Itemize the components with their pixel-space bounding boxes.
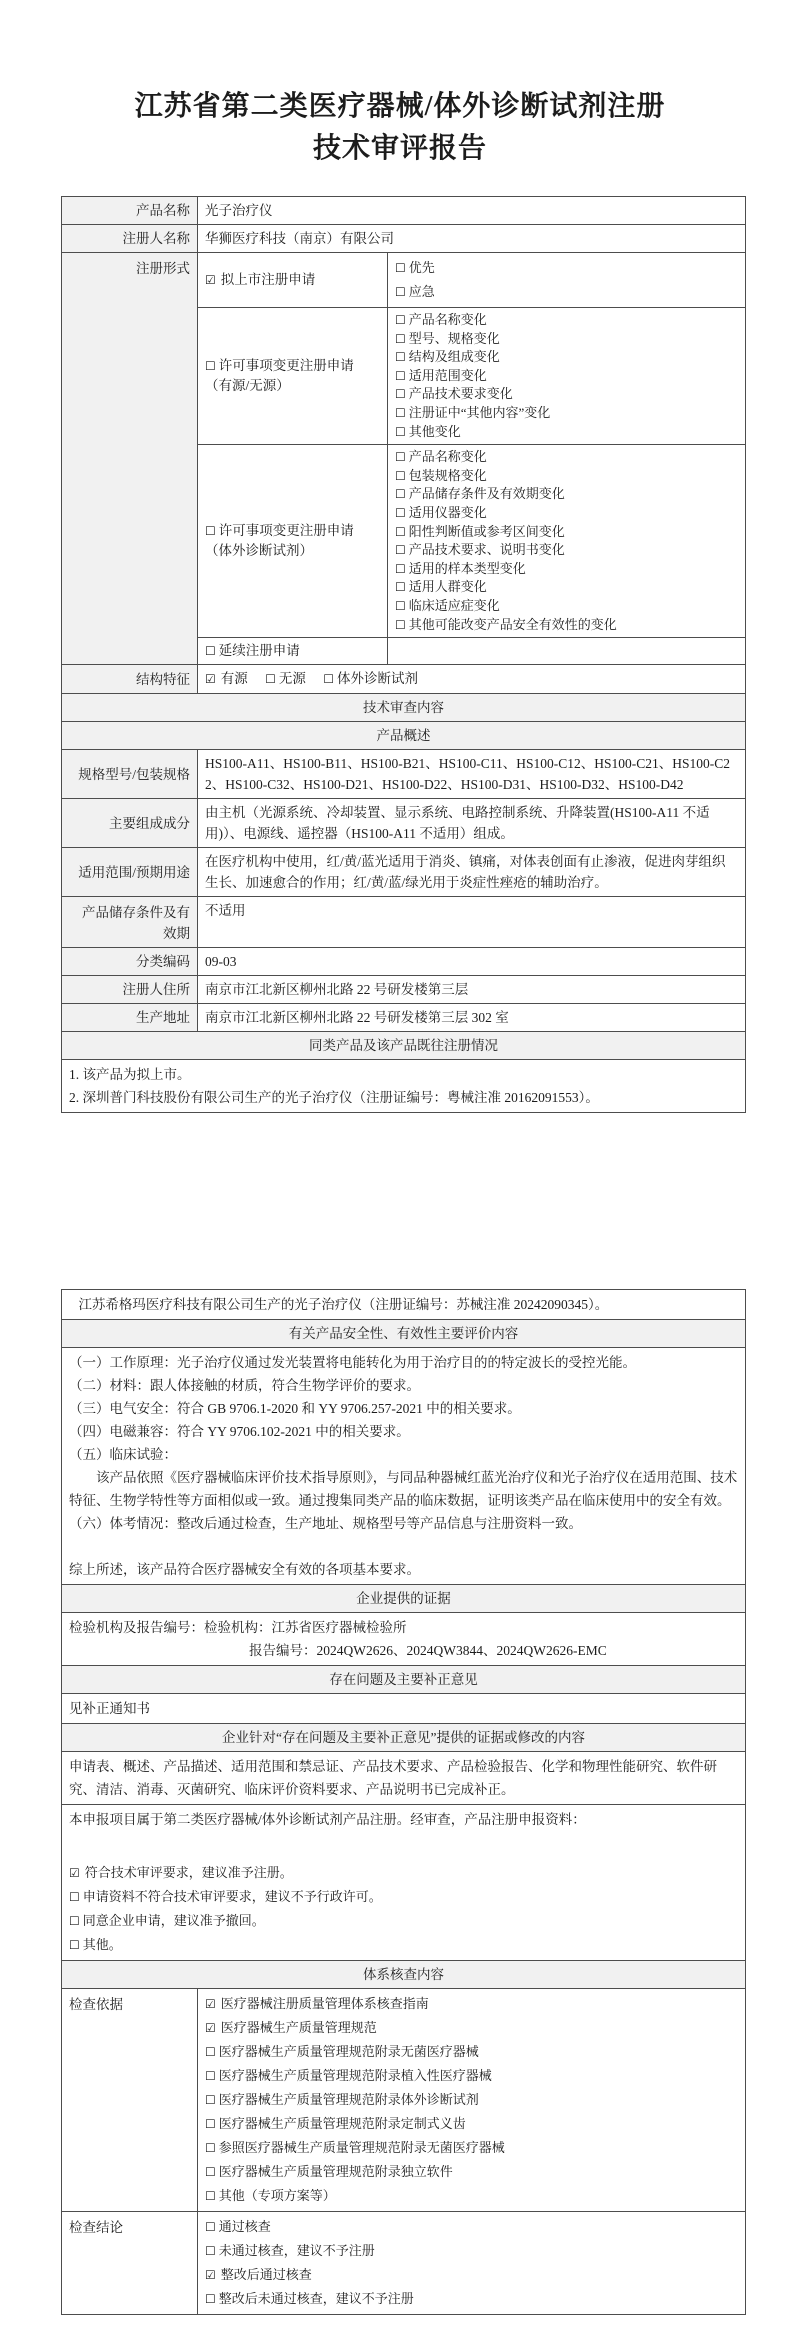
option-label: 医疗器械生产质量管理规范附录体外诊断试剂 <box>218 2092 479 2108</box>
option-label: 产品储存条件及有效期变化 <box>408 486 565 502</box>
history-item-continued: 江苏希格玛医疗科技有限公司生产的光子治疗仪（注册证编号：苏械注准 20242090345）。 <box>62 1290 746 1320</box>
option-label: 同意企业申请，建议准予撤回。 <box>82 1913 265 1929</box>
checkbox-icon[interactable]: ☐ <box>395 487 406 502</box>
section-header-issues: 存在问题及主要补正意见 <box>62 1666 746 1694</box>
option-label: 医疗器械注册质量管理体系核查指南 <box>220 1996 429 2012</box>
table-row <box>62 1032 746 1060</box>
change-application-ivd-label: 许可事项变更注册申请 <box>218 523 354 539</box>
evaluation-item-4: （四）电磁兼容：符合 YY 9706.102-2021 中的相关要求。 <box>69 1424 410 1440</box>
checkbox-icon[interactable]: ☐ <box>205 2220 216 2235</box>
table-row <box>62 897 746 948</box>
table-row <box>62 2212 746 2315</box>
storage-condition-label: 产品储存条件及有效期 <box>62 897 198 948</box>
table-row <box>62 1320 746 1348</box>
inspection-evidence-cell <box>62 1613 746 1666</box>
option-label: 优先 <box>408 260 435 275</box>
option-label: 符合技术审评要求，建议准予注册。 <box>84 1865 293 1881</box>
option-label: 产品名称变化 <box>408 449 487 465</box>
registration-history-cell <box>62 1060 746 1113</box>
checkbox-icon[interactable]: ☐ <box>265 672 276 687</box>
change-options-active-cell <box>388 308 746 445</box>
evaluation-item-3: （三）电气安全：符合 GB 9706.1-2020 和 YY 9706.257-2021 中的相关要求。 <box>69 1401 521 1417</box>
option-label: 医疗器械生产质量管理规范附录无菌医疗器械 <box>218 2044 479 2060</box>
option-label: 有源 <box>220 671 248 687</box>
option-label: 其他。 <box>82 1937 122 1953</box>
table-row <box>62 1694 746 1724</box>
structure-feature-options <box>198 665 746 694</box>
option-label: 申请资料不符合技术审评要求，建议不予行政许可。 <box>82 1889 382 1905</box>
renewal-application-cell <box>198 638 388 665</box>
checkbox-icon[interactable]: ☐ <box>395 468 406 483</box>
option-label: 其他变化 <box>408 423 461 439</box>
option-label: 产品技术要求、说明书变化 <box>408 542 565 558</box>
option-label: 型号、规格变化 <box>408 330 500 346</box>
inspection-basis-label: 检查依据 <box>62 1989 198 2212</box>
option-label: 产品名称变化 <box>408 312 487 327</box>
inspection-institution: 检验机构及报告编号：检验机构：江苏省医疗器械检验所 <box>69 1620 407 1636</box>
option-label: 医疗器械生产质量管理规范附录独立软件 <box>218 2164 453 2180</box>
structure-feature-label: 结构特征 <box>62 665 198 694</box>
intended-use-value: 在医疗机构中使用，红/黄/蓝光适用于消炎、镇痛，对体表创面有止渗液，促进肉芽组织生长、加速愈合的作用；红/黄/蓝/绿光用于炎症性痤疮的辅助治疗。 <box>198 848 746 897</box>
checkbox-icon[interactable]: ☐ <box>205 2292 216 2307</box>
table-row <box>62 1348 746 1585</box>
storage-condition-value: 不适用 <box>198 897 746 948</box>
registrant-name-value: 华狮医疗科技（南京）有限公司 <box>198 225 746 253</box>
checkbox-icon[interactable]: ☐ <box>205 2045 216 2060</box>
checkbox-icon[interactable]: ☐ <box>395 524 406 539</box>
option-label: 无源 <box>278 671 306 687</box>
checkbox-icon[interactable]: ☑ <box>205 273 216 287</box>
checkbox-icon[interactable]: ☑ <box>205 672 216 687</box>
section-header-registration-history: 同类产品及该产品既往注册情况 <box>62 1032 746 1060</box>
option-label: 适用的样本类型变化 <box>408 560 526 576</box>
section-header-technical-review: 技术审查内容 <box>62 694 746 722</box>
checkbox-icon[interactable]: ☐ <box>395 617 406 632</box>
checkbox-icon[interactable]: ☑ <box>205 1997 216 2012</box>
evaluation-summary: 综上所述，该产品符合医疗器械安全有效的各项基本要求。 <box>69 1562 420 1578</box>
option-label: 结构及组成变化 <box>408 349 500 365</box>
option-label: 适用范围变化 <box>408 367 487 383</box>
review-report-table-page1 <box>61 196 746 1113</box>
table-row <box>62 722 746 750</box>
checkbox-icon[interactable]: ☐ <box>395 543 406 558</box>
composition-value: 由主机（光源系统、冷却装置、显示系统、电路控制系统、升降装置(HS100-A11 不适用)）、电源线、遥控器（HS100-A11 不适用）组成。 <box>198 799 746 848</box>
change-application-active-cell <box>198 308 388 445</box>
checkbox-icon[interactable]: ☐ <box>205 644 216 659</box>
option-label: 注册证中“其他内容”变化 <box>408 404 551 420</box>
option-label: 整改后未通过核查，建议不予注册 <box>218 2291 414 2307</box>
section-header-system-inspection: 体系核查内容 <box>62 1961 746 1989</box>
checkbox-icon[interactable]: ☐ <box>395 350 406 365</box>
checkbox-icon[interactable]: ☐ <box>205 2189 216 2204</box>
apply-type-cell <box>198 253 388 308</box>
section-header-enterprise-evidence: 企业提供的证据 <box>62 1585 746 1613</box>
change-application-active-label: 许可事项变更注册申请 <box>218 358 354 374</box>
review-conclusion-intro: 本申报项目属于第二类医疗器械/体外诊断试剂产品注册。经审查，产品注册申报资料： <box>69 1812 586 1828</box>
checkbox-icon[interactable]: ☐ <box>205 524 216 539</box>
table-row <box>62 1666 746 1694</box>
inspection-conclusion-options <box>198 2212 746 2315</box>
table-row <box>62 799 746 848</box>
option-label: 其他可能改变产品安全有效性的变化 <box>408 616 617 632</box>
change-application-active-sublabel: （有源/无源） <box>205 378 290 394</box>
option-label: 应急 <box>408 284 435 299</box>
option-label: 产品技术要求变化 <box>408 386 513 402</box>
change-application-ivd-cell <box>198 445 388 638</box>
option-label: 医疗器械生产质量管理规范 <box>220 2020 377 2036</box>
checkbox-icon[interactable]: ☐ <box>395 424 406 439</box>
table-row <box>62 848 746 897</box>
checkbox-icon[interactable]: ☐ <box>395 505 406 520</box>
table-row <box>62 1004 746 1032</box>
registrant-address-label: 注册人住所 <box>62 976 198 1004</box>
history-item-1: 1. 该产品为拟上市。 <box>69 1067 191 1083</box>
option-label: 参照医疗器械生产质量管理规范附录无菌医疗器械 <box>218 2140 505 2156</box>
evaluation-item-1: （一）工作原理：光子治疗仪通过发光装置将电能转化为用于治疗目的的特定波长的受控光能。 <box>69 1355 636 1371</box>
checkbox-icon[interactable]: ☐ <box>395 331 406 346</box>
table-row <box>62 1752 746 1805</box>
checkbox-icon[interactable]: ☐ <box>323 672 335 687</box>
checkbox-icon[interactable]: ☐ <box>205 2165 216 2180</box>
table-row <box>62 1961 746 1989</box>
inspection-basis-options <box>198 1989 746 2212</box>
table-row <box>62 694 746 722</box>
checkbox-icon[interactable]: ☑ <box>205 2021 216 2036</box>
option-label: 临床适应症变化 <box>408 597 500 613</box>
checkbox-icon[interactable]: ☐ <box>395 261 406 275</box>
report-numbers: 报告编号：2024QW2626、2024QW3844、2024QW2626-EMC <box>249 1643 607 1659</box>
option-label: 通过核查 <box>218 2219 271 2235</box>
document-title <box>0 86 800 170</box>
apply-type-label: 拟上市注册申请 <box>220 272 316 287</box>
checkbox-icon[interactable]: ☐ <box>69 1914 80 1929</box>
table-row <box>62 197 746 225</box>
table-row <box>62 1060 746 1113</box>
checkbox-icon[interactable]: ☑ <box>205 2268 216 2283</box>
evaluation-item-5-detail: 该产品依照《医疗器械临床评价技术指导原则》，与同品种器械红蓝光治疗仪和光子治疗仪在适用范围、技术特征、生物学特性等方面相似或一致。通过搜集同类产品的临床数据，证明该类产品在临床使用中的安全有效。 <box>69 1470 738 1509</box>
safety-evaluation-cell <box>62 1348 746 1585</box>
section-header-product-overview: 产品概述 <box>62 722 746 750</box>
checkbox-icon[interactable]: ☐ <box>69 1938 80 1953</box>
checkbox-icon[interactable]: ☐ <box>205 2093 216 2108</box>
checkbox-icon[interactable]: ☐ <box>205 359 216 374</box>
checkbox-icon[interactable]: ☐ <box>205 2244 216 2259</box>
option-label: 包装规格变化 <box>408 467 487 483</box>
review-report-table-page2 <box>61 1289 746 2315</box>
table-row <box>62 976 746 1004</box>
checkbox-icon[interactable]: ☐ <box>395 450 406 465</box>
table-row <box>62 1290 746 1320</box>
inspection-conclusion-label: 检查结论 <box>62 2212 198 2315</box>
product-name-label: 产品名称 <box>62 197 198 225</box>
option-label: 适用仪器变化 <box>408 504 487 520</box>
document-title-line-1: 江苏省第二类医疗器械/体外诊断试剂注册 <box>134 91 666 122</box>
evaluation-item-2: （二）材料：跟人体接触的材质，符合生物学评价的要求。 <box>69 1378 420 1394</box>
history-item-2: 2. 深圳普门科技股份有限公司生产的光子治疗仪（注册证编号：粤械注准 20162091553）。 <box>69 1090 599 1106</box>
checkbox-icon[interactable]: ☐ <box>395 598 406 613</box>
evaluation-item-5: （五）临床试验： <box>69 1447 177 1463</box>
checkbox-icon[interactable]: ☐ <box>395 368 406 383</box>
table-row <box>62 225 746 253</box>
checkbox-icon[interactable]: ☑ <box>69 1866 80 1881</box>
table-row <box>62 1989 746 2212</box>
classification-code-label: 分类编码 <box>62 948 198 976</box>
priority-options-cell <box>388 253 746 308</box>
checkbox-icon[interactable]: ☐ <box>395 405 406 420</box>
change-application-ivd-sublabel: （体外诊断试剂） <box>205 543 313 559</box>
checkbox-icon[interactable]: ☐ <box>395 313 406 327</box>
intended-use-label: 适用范围/预期用途 <box>62 848 198 897</box>
checkbox-icon[interactable]: ☐ <box>205 2141 216 2156</box>
spec-model-value: HS100-A11、HS100-B11、HS100-B21、HS100-C11、HS100-C12、HS100-C21、HS100-C22、HS100-C32、HS100-D21、HS100-D22、HS100-D31、HS100-D32、HS100-D42 <box>198 750 746 799</box>
product-name-value: 光子治疗仪 <box>198 197 746 225</box>
review-conclusion-cell <box>62 1805 746 1961</box>
renewal-application-label: 延续注册申请 <box>218 643 300 659</box>
checkbox-icon[interactable]: ☐ <box>69 1890 80 1905</box>
option-label: 医疗器械生产质量管理规范附录植入性医疗器械 <box>218 2068 492 2084</box>
table-row <box>62 665 746 694</box>
document-title-line-2: 技术审评报告 <box>312 133 487 164</box>
option-label: 其他（专项方案等） <box>218 2188 336 2204</box>
checkbox-icon[interactable]: ☐ <box>205 2117 216 2132</box>
option-label: 体外诊断试剂 <box>337 671 419 687</box>
table-row <box>62 750 746 799</box>
checkbox-icon[interactable]: ☐ <box>395 561 406 576</box>
option-label: 医疗器械生产质量管理规范附录定制式义齿 <box>218 2116 466 2132</box>
production-address-value: 南京市江北新区柳州北路 22 号研发楼第三层 302 室 <box>198 1004 746 1032</box>
section-header-safety-evaluation: 有关产品安全性、有效性主要评价内容 <box>62 1320 746 1348</box>
table-row <box>62 1585 746 1613</box>
registrant-address-value: 南京市江北新区柳州北路 22 号研发楼第三层 <box>198 976 746 1004</box>
table-row <box>62 1724 746 1752</box>
change-options-ivd-cell <box>388 445 746 638</box>
registration-form-label: 注册形式 <box>62 253 198 665</box>
table-row <box>62 1805 746 1961</box>
registrant-name-label: 注册人名称 <box>62 225 198 253</box>
composition-label: 主要组成成分 <box>62 799 198 848</box>
table-row <box>62 948 746 976</box>
option-label: 阳性判断值或参考区间变化 <box>408 523 565 539</box>
evaluation-item-6: （六）体考情况：整改后通过检查，生产地址、规格型号等产品信息与注册资料一致。 <box>69 1516 582 1532</box>
classification-code-value: 09-03 <box>198 948 746 976</box>
option-label: 未通过核查，建议不予注册 <box>218 2243 375 2259</box>
empty-cell <box>388 638 746 665</box>
table-row <box>62 1613 746 1666</box>
production-address-label: 生产地址 <box>62 1004 198 1032</box>
table-row <box>62 253 746 308</box>
issues-value: 见补正通知书 <box>62 1694 746 1724</box>
spec-model-label: 规格型号/包装规格 <box>62 750 198 799</box>
checkbox-icon[interactable]: ☐ <box>395 580 406 595</box>
correction-content-value: 申请表、概述、产品描述、适用范围和禁忌证、产品技术要求、产品检验报告、化学和物理性能研究、软件研究、清洁、消毒、灭菌研究、临床评价资料要求、产品说明书已完成补正。 <box>62 1752 746 1805</box>
option-label: 整改后通过核查 <box>220 2267 312 2283</box>
section-header-correction-content: 企业针对“存在问题及主要补正意见”提供的证据或修改的内容 <box>62 1724 746 1752</box>
checkbox-icon[interactable]: ☐ <box>395 285 406 299</box>
checkbox-icon[interactable]: ☐ <box>205 2069 216 2084</box>
option-label: 适用人群变化 <box>408 579 487 595</box>
checkbox-icon[interactable]: ☐ <box>395 387 406 402</box>
